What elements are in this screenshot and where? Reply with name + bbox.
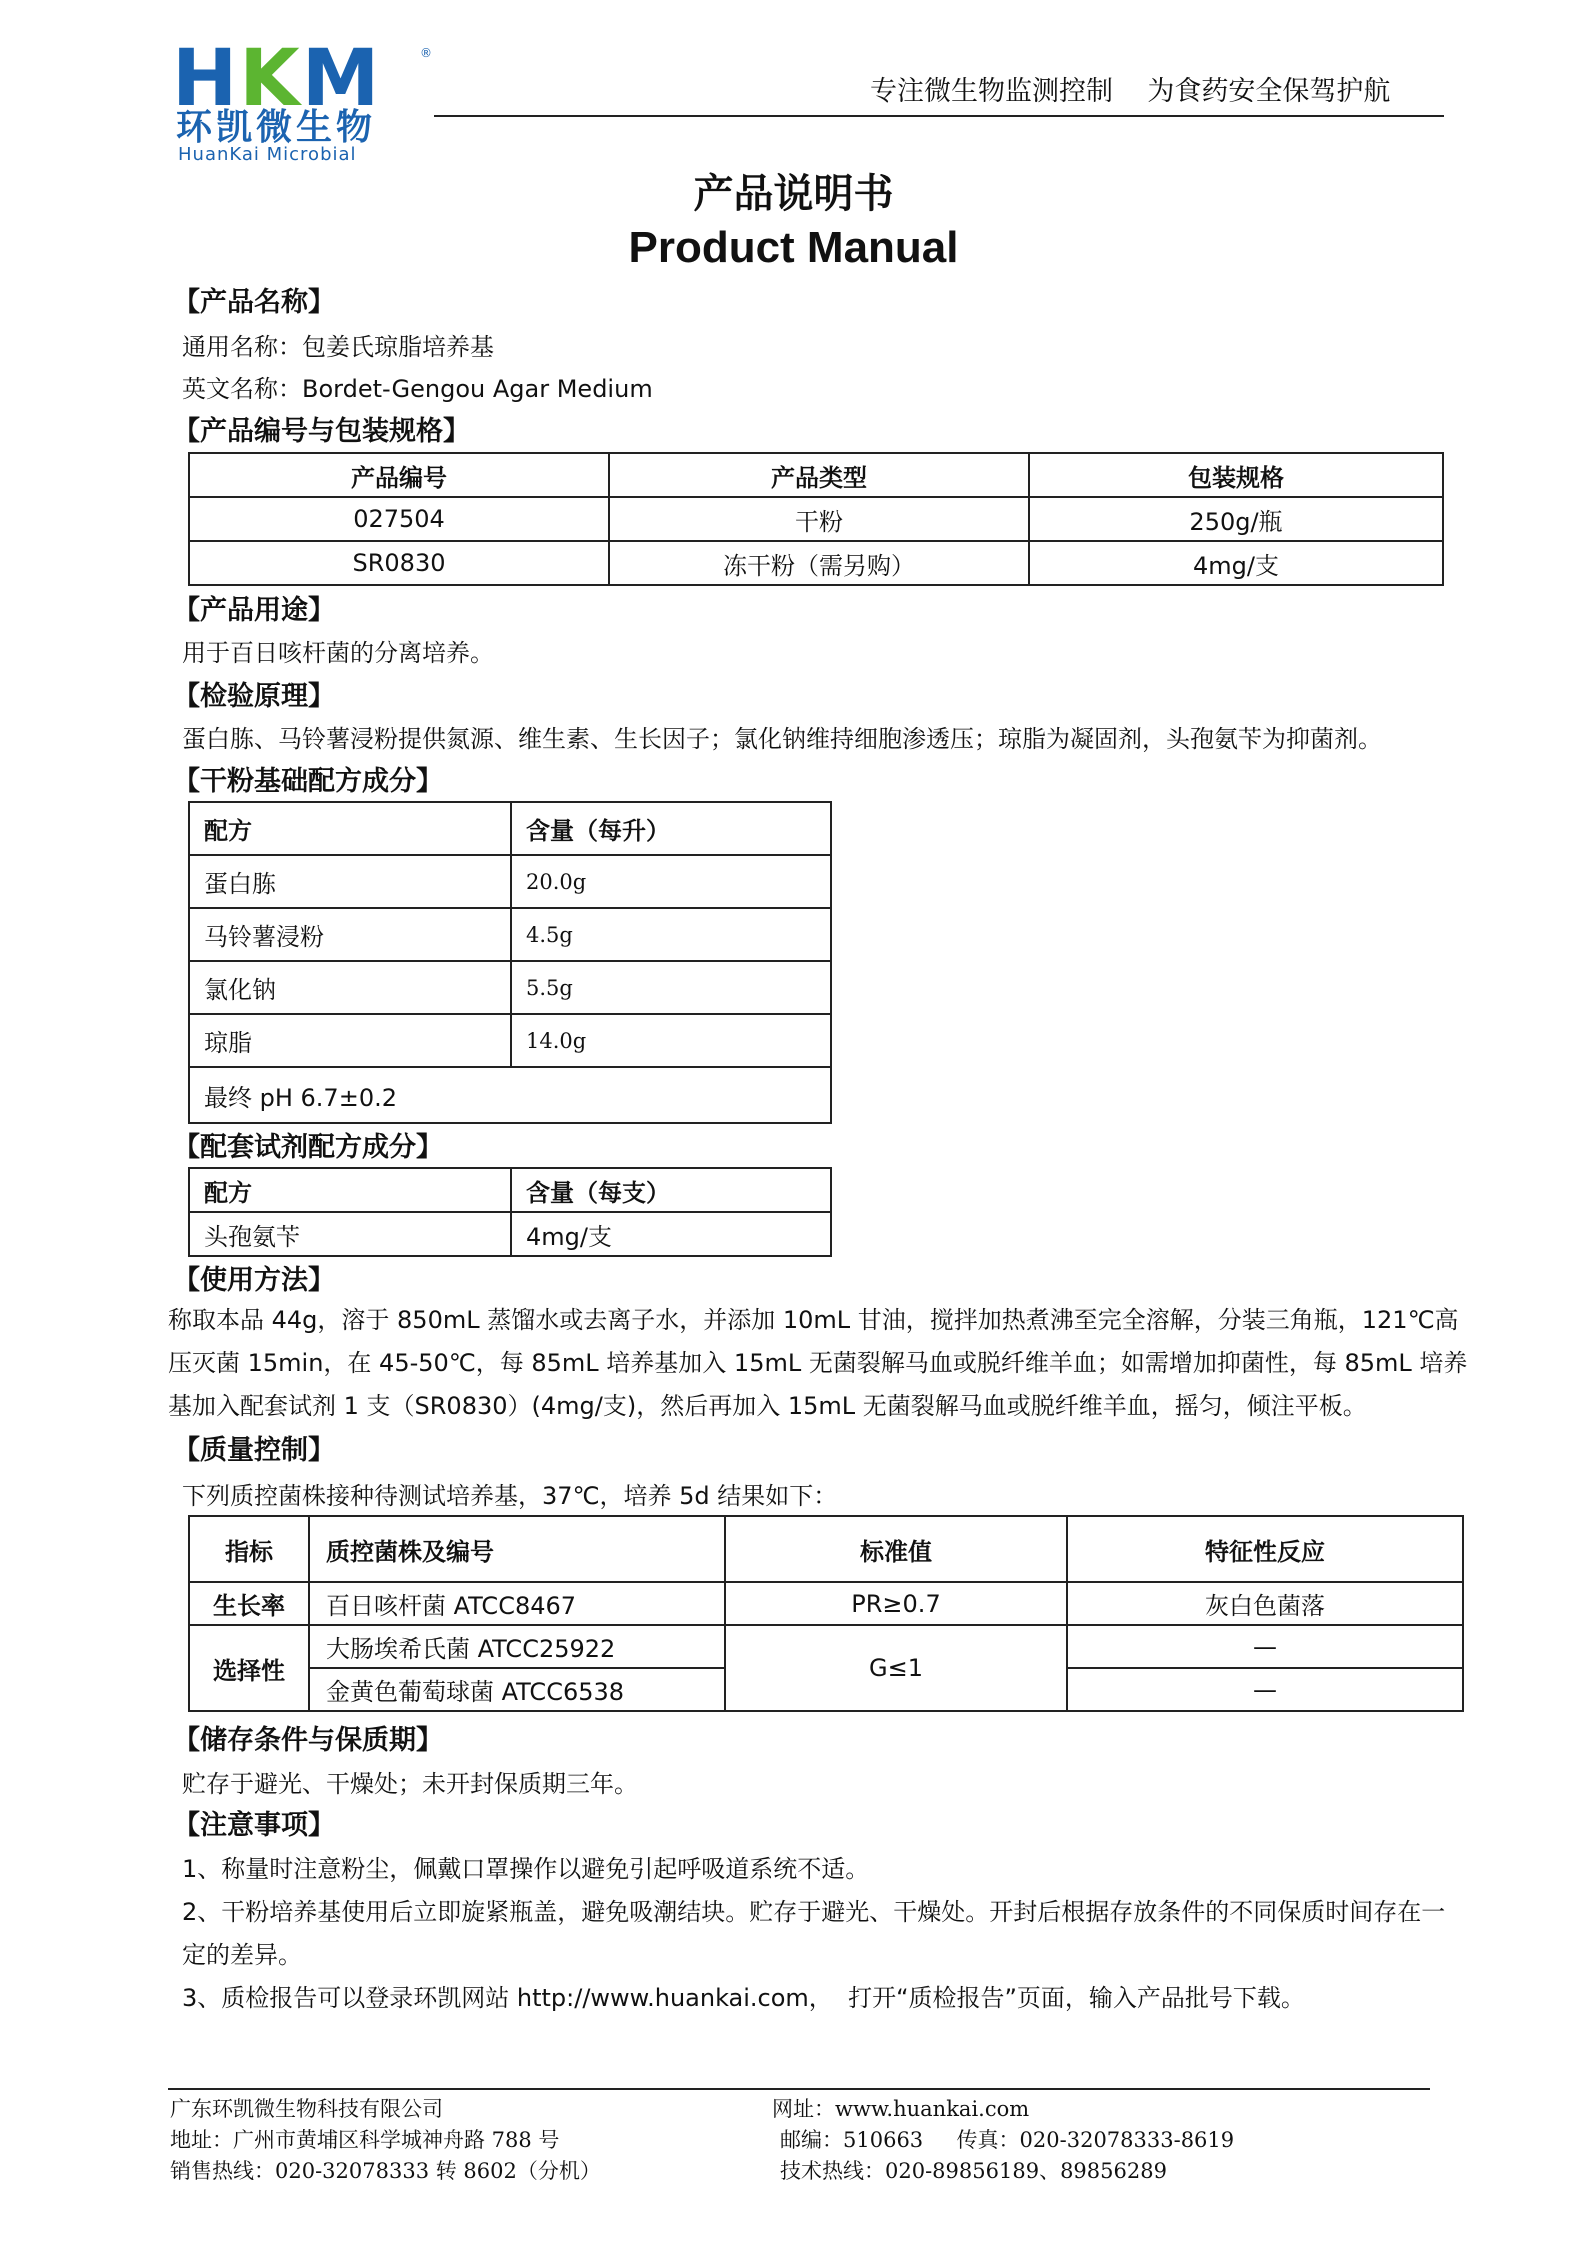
section-quality-control: 【质量控制】	[173, 1435, 335, 1466]
note-2-cont: 定的差异。	[182, 1941, 302, 1969]
table-row	[189, 1212, 831, 1256]
qc-strain: 百日咳杆菌 ATCC8467	[309, 1582, 725, 1625]
amount: 4.5g	[511, 908, 831, 961]
registered-mark: ®	[420, 46, 432, 60]
reagent-ingredient: 头孢氨苄	[189, 1212, 511, 1256]
header-divider	[434, 115, 1444, 117]
section-usage: 【产品用途】	[173, 595, 335, 626]
packaging-table	[188, 452, 1444, 586]
logo-chinese-name: 环凯微生物	[176, 107, 377, 148]
method-line: 称取本品 44g，溶于 850mL 蒸馏水或去离子水，并添加 10mL 甘油，搅拌加热煮沸至完全溶解，分装三角瓶，121℃高	[168, 1306, 1459, 1334]
packaging-header: 产品类型	[609, 453, 1029, 497]
footer-website: 网址：www.huankai.com	[772, 2097, 1030, 2121]
reagent-amount: 4mg/支	[511, 1212, 831, 1256]
reaction: —	[1067, 1668, 1463, 1711]
section-principle: 【检验原理】	[173, 681, 335, 712]
reagent-table	[188, 1167, 832, 1257]
title-chinese: 产品说明书	[693, 171, 894, 217]
formula-header: 含量（每升）	[511, 802, 831, 855]
amount: 5.5g	[511, 961, 831, 1014]
usage-text: 用于百日咳杆菌的分离培养。	[182, 639, 494, 667]
formula-table	[188, 801, 832, 1124]
section-method: 【使用方法】	[173, 1265, 335, 1296]
method-line: 压灭菌 15min，在 45-50℃，每 85mL 培养基加入 15mL 无菌裂解马血或脱纤维羊血；如需增加抑菌性，每 85mL 培养	[168, 1349, 1468, 1377]
qc-header: 标准值	[725, 1516, 1067, 1582]
qc-intro: 下列质控菌株接种待测试培养基，37℃，培养 5d 结果如下：	[182, 1482, 838, 1510]
table-row	[189, 541, 1443, 585]
title-english: Product Manual	[628, 223, 959, 272]
table-row	[189, 1067, 831, 1123]
qc-strain: 大肠埃希氏菌 ATCC25922	[309, 1625, 725, 1668]
standard-value: G≤1	[725, 1625, 1067, 1711]
table-row	[189, 961, 831, 1014]
section-reagent: 【配套试剂配方成分】	[173, 1132, 443, 1163]
table-row	[189, 1625, 1463, 1668]
storage-text: 贮存于避光、干燥处；未开封保质期三年。	[182, 1770, 638, 1798]
amount: 20.0g	[511, 855, 831, 908]
reagent-header: 含量（每支）	[511, 1168, 831, 1212]
table-row	[189, 497, 1443, 541]
footer-tech-hotline: 技术热线：020-89856189、89856289	[780, 2159, 1167, 2183]
logo-mark: HKM	[172, 34, 382, 124]
reaction: —	[1067, 1625, 1463, 1668]
product-type: 干粉	[609, 497, 1029, 541]
table-row	[189, 908, 831, 961]
section-formula: 【干粉基础配方成分】	[173, 766, 443, 797]
product-code: SR0830	[189, 541, 609, 585]
footer-sales-hotline: 销售热线：020-32078333 转 8602（分机）	[170, 2159, 601, 2183]
ingredient: 马铃薯浸粉	[189, 908, 511, 961]
reaction: 灰白色菌落	[1067, 1582, 1463, 1625]
qc-header: 质控菌株及编号	[309, 1516, 725, 1582]
table-row	[189, 1582, 1463, 1625]
product-type: 冻干粉（需另购）	[609, 541, 1029, 585]
footer-divider	[168, 2088, 1430, 2090]
table-row	[189, 855, 831, 908]
principle-text: 蛋白胨、马铃薯浸粉提供氮源、维生素、生长因子；氯化钠维持细胞渗透压；琼脂为凝固剂，头孢氨苄为抑菌剂。	[182, 725, 1382, 753]
package-spec: 250g/瓶	[1029, 497, 1443, 541]
footer-address: 地址：广州市黄埔区科学城神舟路 788 号	[170, 2128, 560, 2152]
packaging-header: 产品编号	[189, 453, 609, 497]
product-code: 027504	[189, 497, 609, 541]
qc-header: 指标	[189, 1516, 309, 1582]
final-ph: 最终 pH 6.7±0.2	[189, 1067, 831, 1123]
ingredient: 氯化钠	[189, 961, 511, 1014]
section-storage: 【储存条件与保质期】	[173, 1725, 443, 1756]
method-line: 基加入配套试剂 1 支（SR0830）(4mg/支)，然后再加入 15mL 无菌裂解马血或脱纤维羊血，摇匀，倾注平板。	[168, 1392, 1367, 1420]
logo-english-name: HuanKai Microbial	[178, 144, 357, 165]
amount: 14.0g	[511, 1014, 831, 1067]
qc-strain: 金黄色葡萄球菌 ATCC6538	[309, 1668, 725, 1711]
packaging-header: 包装规格	[1029, 453, 1443, 497]
qc-table	[188, 1515, 1464, 1712]
section-packaging: 【产品编号与包装规格】	[173, 416, 470, 447]
standard-value: PR≥0.7	[725, 1582, 1067, 1625]
ingredient: 琼脂	[189, 1014, 511, 1067]
note-3: 3、质检报告可以登录环凯网站 http://www.huankai.com， 打开“质检报告”页面，输入产品批号下载。	[182, 1984, 1305, 2012]
note-1: 1、称量时注意粉尘，佩戴口罩操作以避免引起呼吸道系统不适。	[182, 1855, 870, 1883]
qc-header: 特征性反应	[1067, 1516, 1463, 1582]
ingredient: 蛋白胨	[189, 855, 511, 908]
section-notes: 【注意事项】	[173, 1810, 335, 1841]
formula-header: 配方	[189, 802, 511, 855]
table-row	[189, 1014, 831, 1067]
note-2: 2、干粉培养基使用后立即旋紧瓶盖，避免吸潮结块。贮存于避光、干燥处。开封后根据存放条件的不同保质时间存在一	[182, 1898, 1446, 1926]
english-name: 英文名称：Bordet-Gengou Agar Medium	[182, 375, 653, 403]
footer-postcode-fax: 邮编：510663 传真：020-32078333-8619	[780, 2128, 1235, 2152]
common-name: 通用名称：包姜氏琼脂培养基	[182, 333, 494, 361]
footer-company: 广东环凯微生物科技有限公司	[170, 2097, 443, 2121]
reagent-header: 配方	[189, 1168, 511, 1212]
slogan: 专注微生物监测控制 为食药安全保驾护航	[870, 76, 1391, 107]
section-product-name: 【产品名称】	[173, 287, 335, 318]
package-spec: 4mg/支	[1029, 541, 1443, 585]
indicator: 选择性	[189, 1625, 309, 1711]
method-text	[168, 1299, 1468, 1428]
indicator: 生长率	[189, 1582, 309, 1625]
